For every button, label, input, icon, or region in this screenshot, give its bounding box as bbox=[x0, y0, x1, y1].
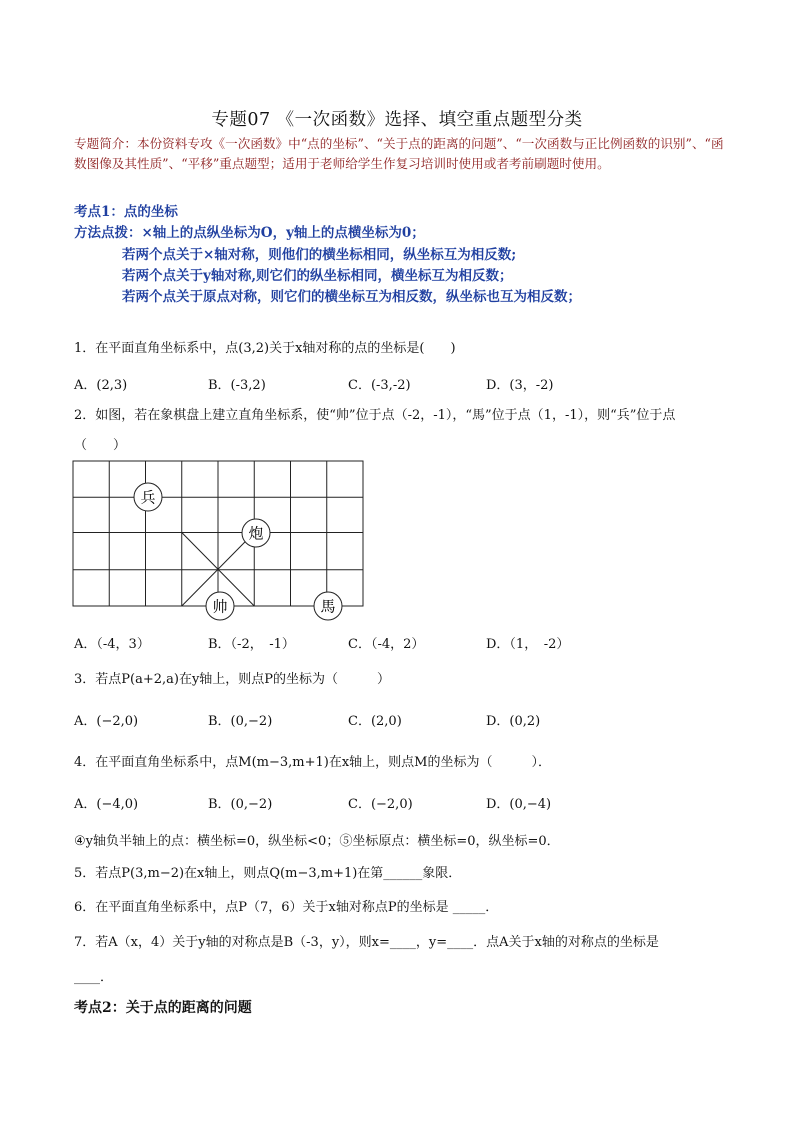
q2-option-c: C．（-4，2） bbox=[348, 637, 425, 652]
page-title: 专题07 《一次函数》选择、填空重点题型分类 bbox=[211, 110, 583, 130]
note-text: ④y轴负半轴上的点：横坐标=0，纵坐标<0；⑤坐标原点：横坐标=0，纵坐标=0． bbox=[74, 834, 560, 849]
piece-bing bbox=[134, 483, 162, 511]
q1-option-a: A．(2,3) bbox=[74, 378, 128, 393]
q1-option-d: D．(3，-2) bbox=[486, 378, 554, 393]
question-7: 7．若A（x，4）关于y轴的对称点是B（-3，y），则x=____，y=____．点A关于x轴的对称点的坐标是 bbox=[74, 935, 659, 950]
question-6: 6．在平面直角坐标系中，点P（7，6）关于x轴对称点P的坐标是 _____． bbox=[74, 900, 499, 915]
section-heading-2: 考点2：关于点的距离的问题 bbox=[74, 1000, 252, 1016]
q4-option-a: A．(−4,0) bbox=[74, 797, 139, 812]
rule-y-axis: 若两个点关于y轴对称,则它们的纵坐标相同，横坐标互为相反数； bbox=[122, 268, 513, 284]
question-1: 1．在平面直角坐标系中，点(3,2)关于x轴对称的点的坐标是( ) bbox=[74, 341, 456, 356]
rule-origin: 若两个点关于原点对称，则它们的横坐标互为相反数，纵坐标也互为相反数； bbox=[122, 289, 581, 305]
intro-text: 专题简介：本份资料专攻《一次函数》中“点的坐标”、“关于点的距离的问题”、“一次函数与正比例函数的识别”、“函数图像及其性质”、“平移”重点题型；适用于老师给学生作复习培训时使用或者考前刷题时使用。 bbox=[74, 136, 724, 171]
q2-option-d: D．（1， -2） bbox=[486, 637, 570, 652]
q3-option-d: D．(0,2) bbox=[486, 714, 541, 729]
piece-ma bbox=[314, 592, 342, 620]
svg-text:兵: 兵 bbox=[140, 488, 156, 507]
q3-option-a: A．(−2,0) bbox=[74, 714, 139, 729]
q4-option-d: D．(0,−4) bbox=[486, 797, 552, 812]
piece-pao bbox=[242, 519, 270, 547]
section-heading-1: 考点1：点的坐标 bbox=[74, 204, 178, 220]
question-7-cont: ____． bbox=[74, 970, 114, 985]
q2-option-a: A．（-4，3） bbox=[74, 637, 150, 652]
svg-text:帅: 帅 bbox=[212, 597, 228, 616]
q3-option-b: B．(0,−2) bbox=[208, 714, 273, 729]
question-2: 2．如图，若在象棋盘上建立直角坐标系，使“帅”位于点（-2，-1），“馬”位于点（1，-1），则“兵”位于点 bbox=[74, 408, 676, 423]
question-5: 5．若点P(3,m−2)在x轴上，则点Q(m−3,m+1)在第______象限． bbox=[74, 866, 462, 881]
q3-option-c: C．(2,0) bbox=[348, 714, 402, 729]
q1-option-c: C．(-3,-2) bbox=[348, 378, 411, 393]
q1-option-b: B．(-3,2) bbox=[208, 378, 266, 393]
question-2-paren: （ ） bbox=[74, 438, 127, 453]
question-3: 3．若点P(a+2,a)在y轴上，则点P的坐标为（ ） bbox=[74, 672, 391, 687]
chessboard-figure bbox=[72, 460, 366, 630]
question-4: 4．在平面直角坐标系中，点M(m−3,m+1)在x轴上，则点M的坐标为（ ）． bbox=[74, 755, 551, 770]
rule-x-axis: 若两个点关于×轴对称，则他们的横坐标相同，纵坐标互为相反数; bbox=[122, 247, 517, 263]
method-tip: 方法点拨：×轴上的点纵坐标为O，y轴上的点横坐标为0； bbox=[74, 225, 425, 241]
svg-text:馬: 馬 bbox=[320, 597, 336, 616]
q4-option-c: C．(−2,0) bbox=[348, 797, 413, 812]
q2-option-b: B．（-2， -1） bbox=[208, 637, 295, 652]
svg-text:炮: 炮 bbox=[248, 524, 264, 543]
piece-shuai bbox=[206, 592, 234, 620]
q4-option-b: B．(0,−2) bbox=[208, 797, 273, 812]
